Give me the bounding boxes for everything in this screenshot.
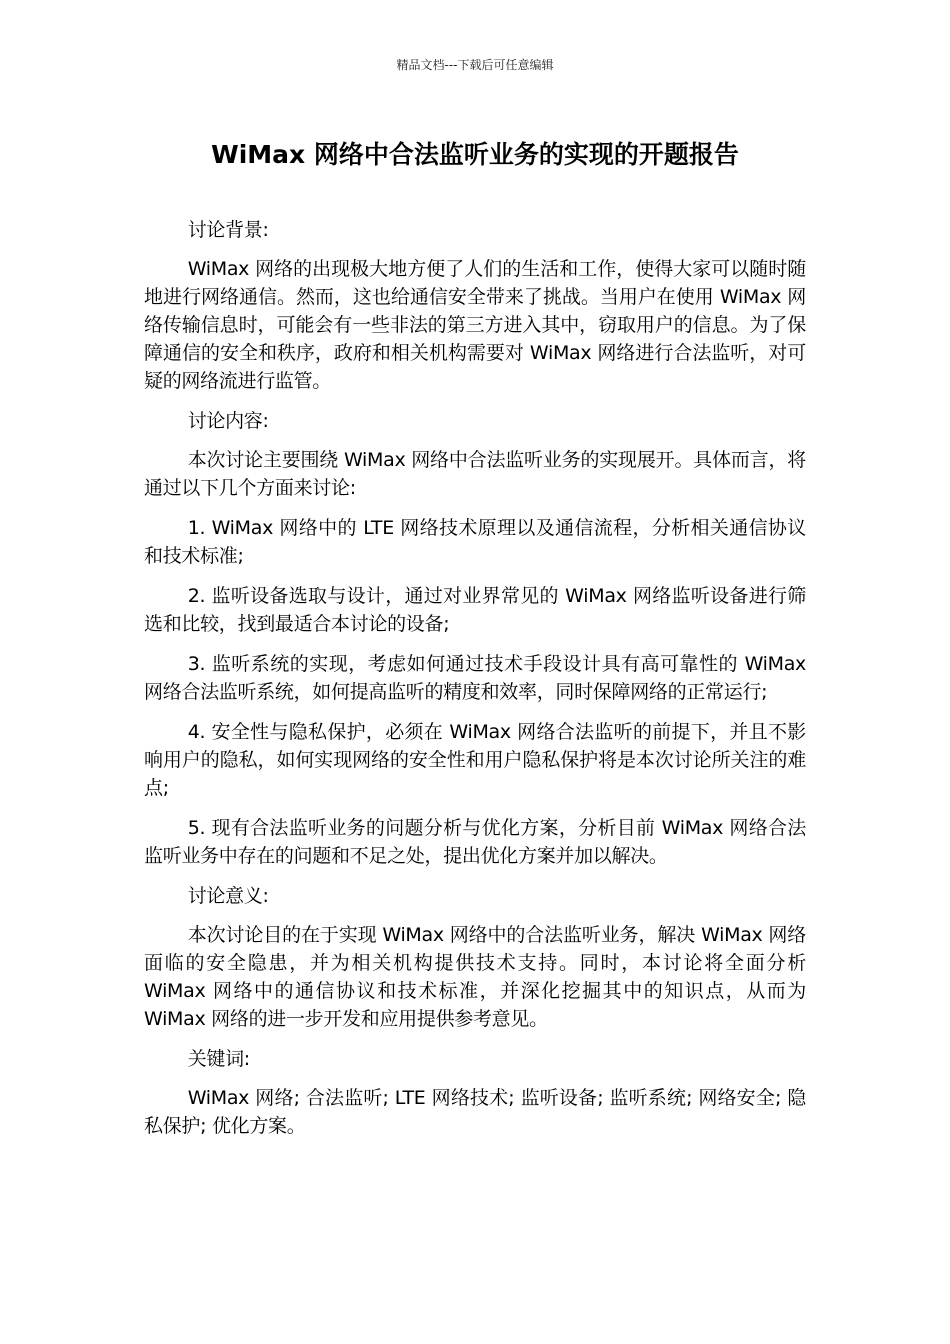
list-item: 1. WiMax 网络中的 LTE 网络技术原理以及通信流程，分析相关通信协议和技术标准; bbox=[144, 517, 806, 567]
keywords-paragraph: WiMax 网络; 合法监听; LTE 网络技术; 监听设备; 监听系统; 网络安全; 隐私保护; 优化方案。 bbox=[144, 1087, 806, 1137]
document-body bbox=[144, 216, 806, 1152]
list-item: 4. 安全性与隐私保护，必须在 WiMax 网络合法监听的前提下，并且不影响用户的隐私，如何实现网络的安全性和用户隐私保护将是本次讨论所关注的难点; bbox=[144, 721, 806, 799]
background-paragraph: WiMax 网络的出现极大地方便了人们的生活和工作，使得大家可以随时随地进行网络通信。然而，这也给通信安全带来了挑战。当用户在使用 WiMax 网络传输信息时，可能会有一些非法的第三方进入其中，窃取用户的信息。为了保障通信的安全和秩序，政府和相关机构需要对 WiMax 网络进行合法监听，对可疑的网络流进行监管。 bbox=[144, 258, 806, 392]
list-item: 5. 现有合法监听业务的问题分析与优化方案，分析目前 WiMax 网络合法监听业务中存在的问题和不足之处，提出优化方案并加以解决。 bbox=[144, 817, 806, 867]
header-note: 精品文档---下载后可任意编辑 bbox=[396, 58, 554, 72]
background-heading: 讨论背景: bbox=[187, 219, 269, 241]
content-intro-paragraph: 本次讨论主要围绕 WiMax 网络中合法监听业务的实现展开。具体而言，将通过以下几个方面来讨论: bbox=[144, 449, 806, 499]
list-item: 3. 监听系统的实现，考虑如何通过技术手段设计具有高可靠性的 WiMax 网络合法监听系统，如何提高监听的精度和效率，同时保障网络的正常运行; bbox=[144, 653, 806, 703]
keywords-heading: 关键词: bbox=[187, 1048, 250, 1070]
content-heading: 讨论内容: bbox=[187, 410, 269, 432]
significance-paragraph: 本次讨论目的在于实现 WiMax 网络中的合法监听业务，解决 WiMax 网络面临的安全隐患，并为相关机构提供技术支持。同时，本讨论将全面分析 WiMax 网络中的通信协议和技术标准，并深化挖掘其中的知识点，从而为 WiMax 网络的进一步开发和应用提供参考意见。 bbox=[144, 924, 806, 1030]
list-item: 2. 监听设备选取与设计，通过对业界常见的 WiMax 网络监听设备进行筛选和比较，找到最适合本讨论的设备; bbox=[144, 585, 806, 635]
document-title: WiMax 网络中合法监听业务的实现的开题报告 bbox=[211, 140, 739, 169]
significance-heading: 讨论意义: bbox=[187, 885, 269, 907]
